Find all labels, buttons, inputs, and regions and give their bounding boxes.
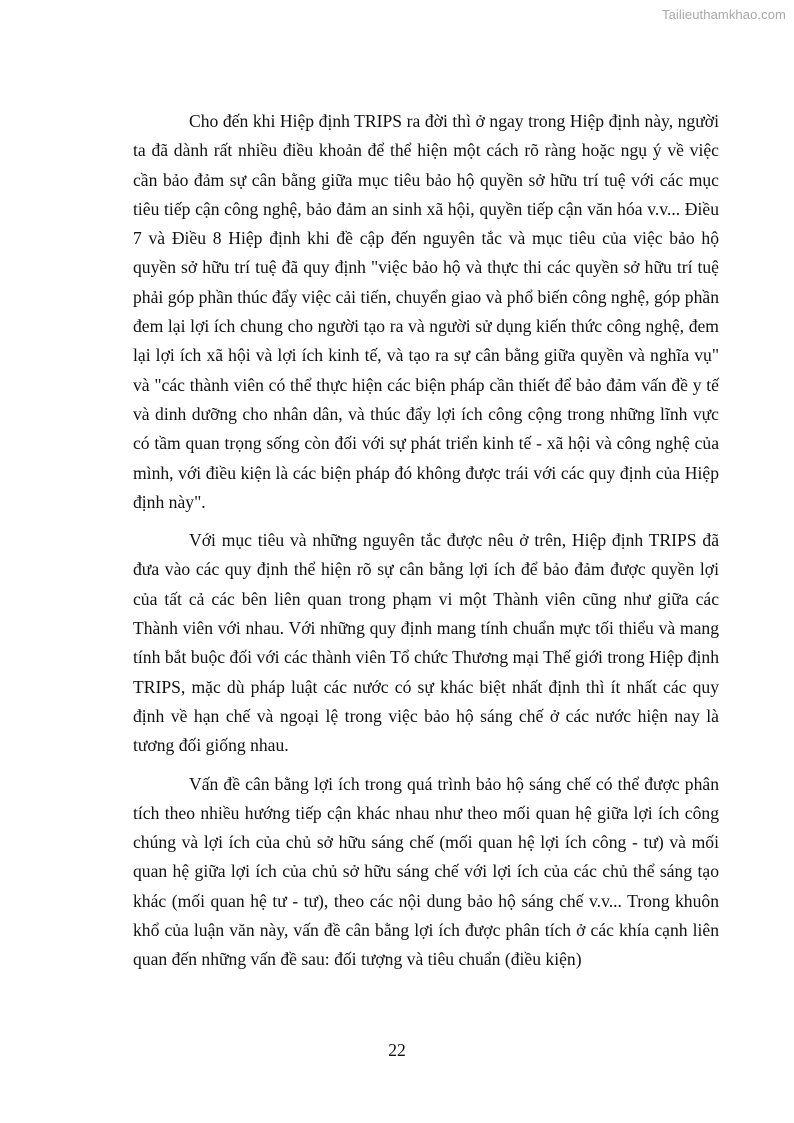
paragraph-2: Với mục tiêu và những nguyên tắc được nêu ở trên, Hiệp định TRIPS đã đưa vào các quy định thể hiện rõ sự cân bằng lợi ích để bảo đảm được quyền lợi của tất cả các bên liên quan trong phạm vi một Thành viên cũng như giữa các Thành viên với nhau. Với những quy định mang tính chuẩn mực tối thiểu và mang tính bắt buộc đối với các thành viên Tổ chức Thương mại Thế giới trong Hiệp định TRIPS, mặc dù pháp luật các nước có sự khác biệt nhất định thì ít nhất các quy định về hạn chế và ngoại lệ trong việc bảo hộ sáng chế ở các nước hiện nay là tương đối giống nhau. xyxy=(133,530,719,756)
paragraph-3: Vấn đề cân bằng lợi ích trong quá trình bảo hộ sáng chế có thể được phân tích theo nhiều hướng tiếp cận khác nhau như theo mối quan hệ giữa lợi ích công chúng và lợi ích của chủ sở hữu sáng chế (mối quan hệ lợi ích công - tư) và mối quan hệ giữa lợi ích của chủ sở hữu sáng chế với lợi ích của các chủ thể sáng tạo khác (mối quan hệ tư - tư), theo các nội dung bảo hộ sáng chế v.v... Trong khuôn khổ của luận văn này, vấn đề cân bằng lợi ích được phân tích ở các khía cạnh liên quan đến những vấn đề sau: đối tượng và tiêu chuẩn (điều kiện) xyxy=(133,773,719,970)
page-number: 22 xyxy=(388,1040,406,1060)
watermark: Tailieuthamkhao.com xyxy=(661,7,786,22)
document-body xyxy=(133,107,719,984)
paragraph-1: Cho đến khi Hiệp định TRIPS ra đời thì ở ngay trong Hiệp định này, người ta đã dành rất nhiều điều khoản để thể hiện một cách rõ ràng hoặc ngụ ý về việc cần bảo đảm sự cân bằng giữa mục tiêu bảo hộ quyền sở hữu trí tuệ với các mục tiêu tiếp cận công nghệ, bảo đảm an sinh xã hội, quyền tiếp cận văn hóa v.v... Điều 7 và Điều 8 Hiệp định khi đề cập đến nguyên tắc và mục tiêu của việc bảo hộ quyền sở hữu trí tuệ đã quy định "việc bảo hộ và thực thi các quyền sở hữu trí tuệ phải góp phần thúc đẩy việc cải tiến, chuyển giao và phổ biến công nghệ, góp phần đem lại lợi ích chung cho người tạo ra và người sử dụng kiến thức công nghệ, đem lại lợi ích xã hội và lợi ích kinh tế, và tạo ra sự cân bằng giữa quyền và nghĩa vụ" và "các thành viên có thể thực hiện các biện pháp cần thiết để bảo đảm vấn đề y tế và dinh dưỡng cho nhân dân, và thúc đẩy lợi ích công cộng trong những lĩnh vực có tầm quan trọng sống còn đối với sự phát triển kinh tế - xã hội và công nghệ của mình, với điều kiện là các biện pháp đó không được trái với các quy định của Hiệp định này". xyxy=(133,111,719,512)
